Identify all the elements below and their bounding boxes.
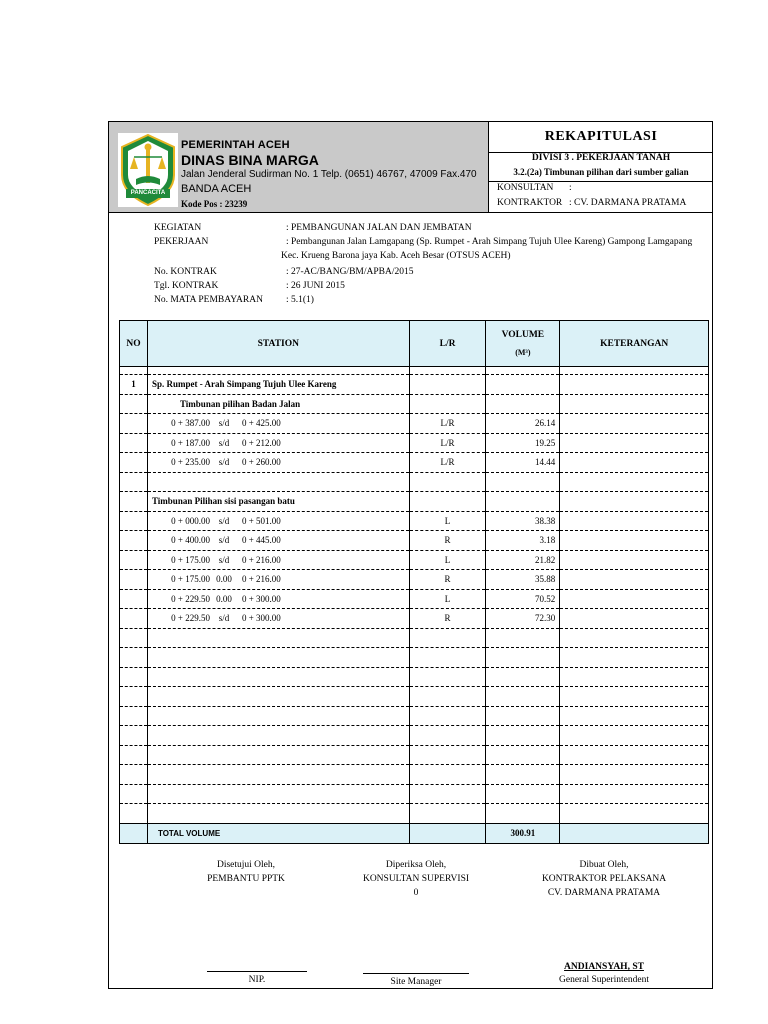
table-row: [120, 472, 709, 492]
work-item-label: 3.2.(2a) Timbunan pilihan dari sumber galian: [513, 167, 689, 177]
side: R: [409, 531, 486, 551]
tgl-kontrak-label: Tgl. KONTRAK: [154, 281, 219, 291]
logo-caption: PANCACITA: [130, 190, 166, 196]
table-row: [120, 589, 709, 609]
recap-table: [119, 320, 709, 844]
reviewer-title: Site Manager: [390, 977, 442, 987]
reviewer-caption: Diperiksa Oleh,: [385, 860, 447, 870]
table-row: [120, 609, 709, 629]
header-recap-box: [488, 122, 713, 212]
table-row: [120, 367, 709, 375]
signature-approver: [171, 860, 321, 884]
total-label: TOTAL VOLUME: [147, 823, 409, 843]
col-volume-unit: (M³): [515, 348, 531, 357]
station-range: 0 + 387.00 s/d 0 + 425.00: [147, 414, 409, 434]
contractor-value: : CV. DARMANA PRATAMA: [569, 198, 687, 208]
pekerjaan-value: : Pembangunan Jalan Lamgapang (Sp. Rumpet - Arah Simpang Tujuh Ulee Kareng) Gampong Lamgapang: [286, 237, 693, 247]
document-title: REKAPITULASI: [489, 122, 713, 153]
maker-org: CV. DARMANA PRATAMA: [547, 888, 661, 898]
table-row: [120, 648, 709, 668]
station-range: 0 + 229.50 s/d 0 + 300.00: [147, 609, 409, 629]
table-row: [120, 550, 709, 570]
side: L: [409, 550, 486, 570]
col-keterangan: KETERANGAN: [560, 321, 709, 367]
table-row: [120, 453, 709, 473]
header-letterhead: [109, 122, 488, 212]
station-range: 0 + 000.00 s/d 0 + 501.00: [147, 511, 409, 531]
group-title: Timbunan Pilihan sisi pasangan batu: [147, 492, 409, 512]
col-volume-label: VOLUME: [501, 330, 545, 340]
approver-role: PEMBANTU PPTK: [207, 874, 285, 884]
volume: 26.14: [486, 414, 560, 434]
table-row: [120, 667, 709, 687]
table-row: [120, 628, 709, 648]
table-total-row: [120, 823, 709, 843]
approver-nip: NIP.: [248, 975, 266, 985]
side: L: [409, 589, 486, 609]
divider: [489, 181, 713, 182]
table-row: [120, 433, 709, 453]
volume: 14.44: [486, 453, 560, 473]
consultant-value: :: [569, 183, 572, 193]
side: R: [409, 570, 486, 590]
consultant-label: KONSULTAN: [497, 183, 554, 193]
kontrak-label: No. KONTRAK: [154, 267, 217, 277]
consultant-row: [497, 183, 572, 193]
col-lr: L/R: [409, 321, 486, 367]
total-value: 300.91: [486, 823, 560, 843]
station-range: 0 + 175.00 s/d 0 + 216.00: [147, 550, 409, 570]
tgl-kontrak-value: : 26 JUNI 2015: [286, 281, 345, 291]
table-row: [120, 745, 709, 765]
kegiatan-value: : PEMBANGUNAN JALAN DAN JEMBATAN: [286, 223, 472, 233]
maker-caption: Dibuat Oleh,: [579, 860, 629, 870]
table-row-group: [120, 394, 709, 414]
station-range: 0 + 229.50 0.00 0 + 300.00: [147, 589, 409, 609]
org-address: Jalan Jenderal Sudirman No. 1 Telp. (0651) 46767, 47009 Fax.470: [181, 169, 477, 180]
station-range: 0 + 175.00 0.00 0 + 216.00: [147, 570, 409, 590]
volume: 21.82: [486, 550, 560, 570]
table-row: [120, 531, 709, 551]
side: L/R: [409, 453, 486, 473]
station-range: 0 + 235.00 s/d 0 + 260.00: [147, 453, 409, 473]
table-header-row: [120, 321, 709, 367]
signature-maker: [514, 860, 694, 898]
side: R: [409, 609, 486, 629]
mata-pembayaran-value: : 5.1(1): [286, 295, 314, 305]
contractor-label: KONTRAKTOR: [497, 198, 563, 208]
station-range: 0 + 400.00 s/d 0 + 445.00: [147, 531, 409, 551]
group-title: Timbunan pilihan Badan Jalan: [147, 394, 409, 414]
section-title: Sp. Rumpet - Arah Simpang Tujuh Ulee Kareng: [147, 375, 409, 395]
table-row: [120, 765, 709, 785]
maker-title: General Superintendent: [559, 975, 649, 985]
pekerjaan-label: PEKERJAAN: [154, 237, 209, 247]
aceh-emblem-logo: [118, 133, 178, 207]
station-range: 0 + 187.00 s/d 0 + 212.00: [147, 433, 409, 453]
header-divider: [109, 212, 712, 213]
volume: 70.52: [486, 589, 560, 609]
maker-name: ANDIANSYAH, ST: [564, 962, 644, 972]
org-agency: DINAS BINA MARGA: [181, 152, 319, 168]
col-no: NO: [120, 321, 148, 367]
org-postal-code: Kode Pos : 23239: [181, 199, 248, 209]
table-row: [120, 706, 709, 726]
table-row: [120, 804, 709, 824]
approver-signature-line: [207, 971, 307, 972]
table-row-group: [120, 492, 709, 512]
pekerjaan-value-cont: Kec. Krueng Barona jaya Kab. Aceh Besar (OTSUS ACEH): [281, 251, 511, 261]
volume: 19.25: [486, 433, 560, 453]
contractor-row: [497, 198, 686, 208]
side: L/R: [409, 433, 486, 453]
table-row: [120, 414, 709, 434]
division-label: DIVISI 3 . PEKERJAAN TANAH: [531, 153, 671, 163]
table-row: [120, 687, 709, 707]
col-volume: [486, 321, 560, 367]
reviewer-org: 0: [413, 888, 419, 898]
maker-role: KONTRAKTOR PELAKSANA: [541, 874, 667, 884]
org-government: PEMERINTAH ACEH: [181, 139, 290, 151]
side: L/R: [409, 414, 486, 434]
kontrak-value: : 27-AC/BANG/BM/APBA/2015: [286, 267, 414, 277]
volume: 38.38: [486, 511, 560, 531]
side: L: [409, 511, 486, 531]
table-row: [120, 570, 709, 590]
document-frame: [108, 121, 713, 989]
signature-reviewer: [341, 860, 491, 898]
col-station: STATION: [147, 321, 409, 367]
approver-caption: Disetujui Oleh,: [216, 860, 276, 870]
mata-pembayaran-label: No. MATA PEMBAYARAN: [154, 295, 263, 305]
org-city: BANDA ACEH: [181, 183, 252, 195]
table-row-section: [120, 375, 709, 395]
volume: 72.30: [486, 609, 560, 629]
kegiatan-label: KEGIATAN: [154, 223, 202, 233]
table-row: [120, 784, 709, 804]
table-row: [120, 511, 709, 531]
reviewer-signature-line: [363, 973, 469, 974]
reviewer-role: KONSULTAN SUPERVISI: [362, 874, 470, 884]
volume: 35.88: [486, 570, 560, 590]
table-row: [120, 726, 709, 746]
section-no: 1: [120, 375, 148, 395]
volume: 3.18: [486, 531, 560, 551]
